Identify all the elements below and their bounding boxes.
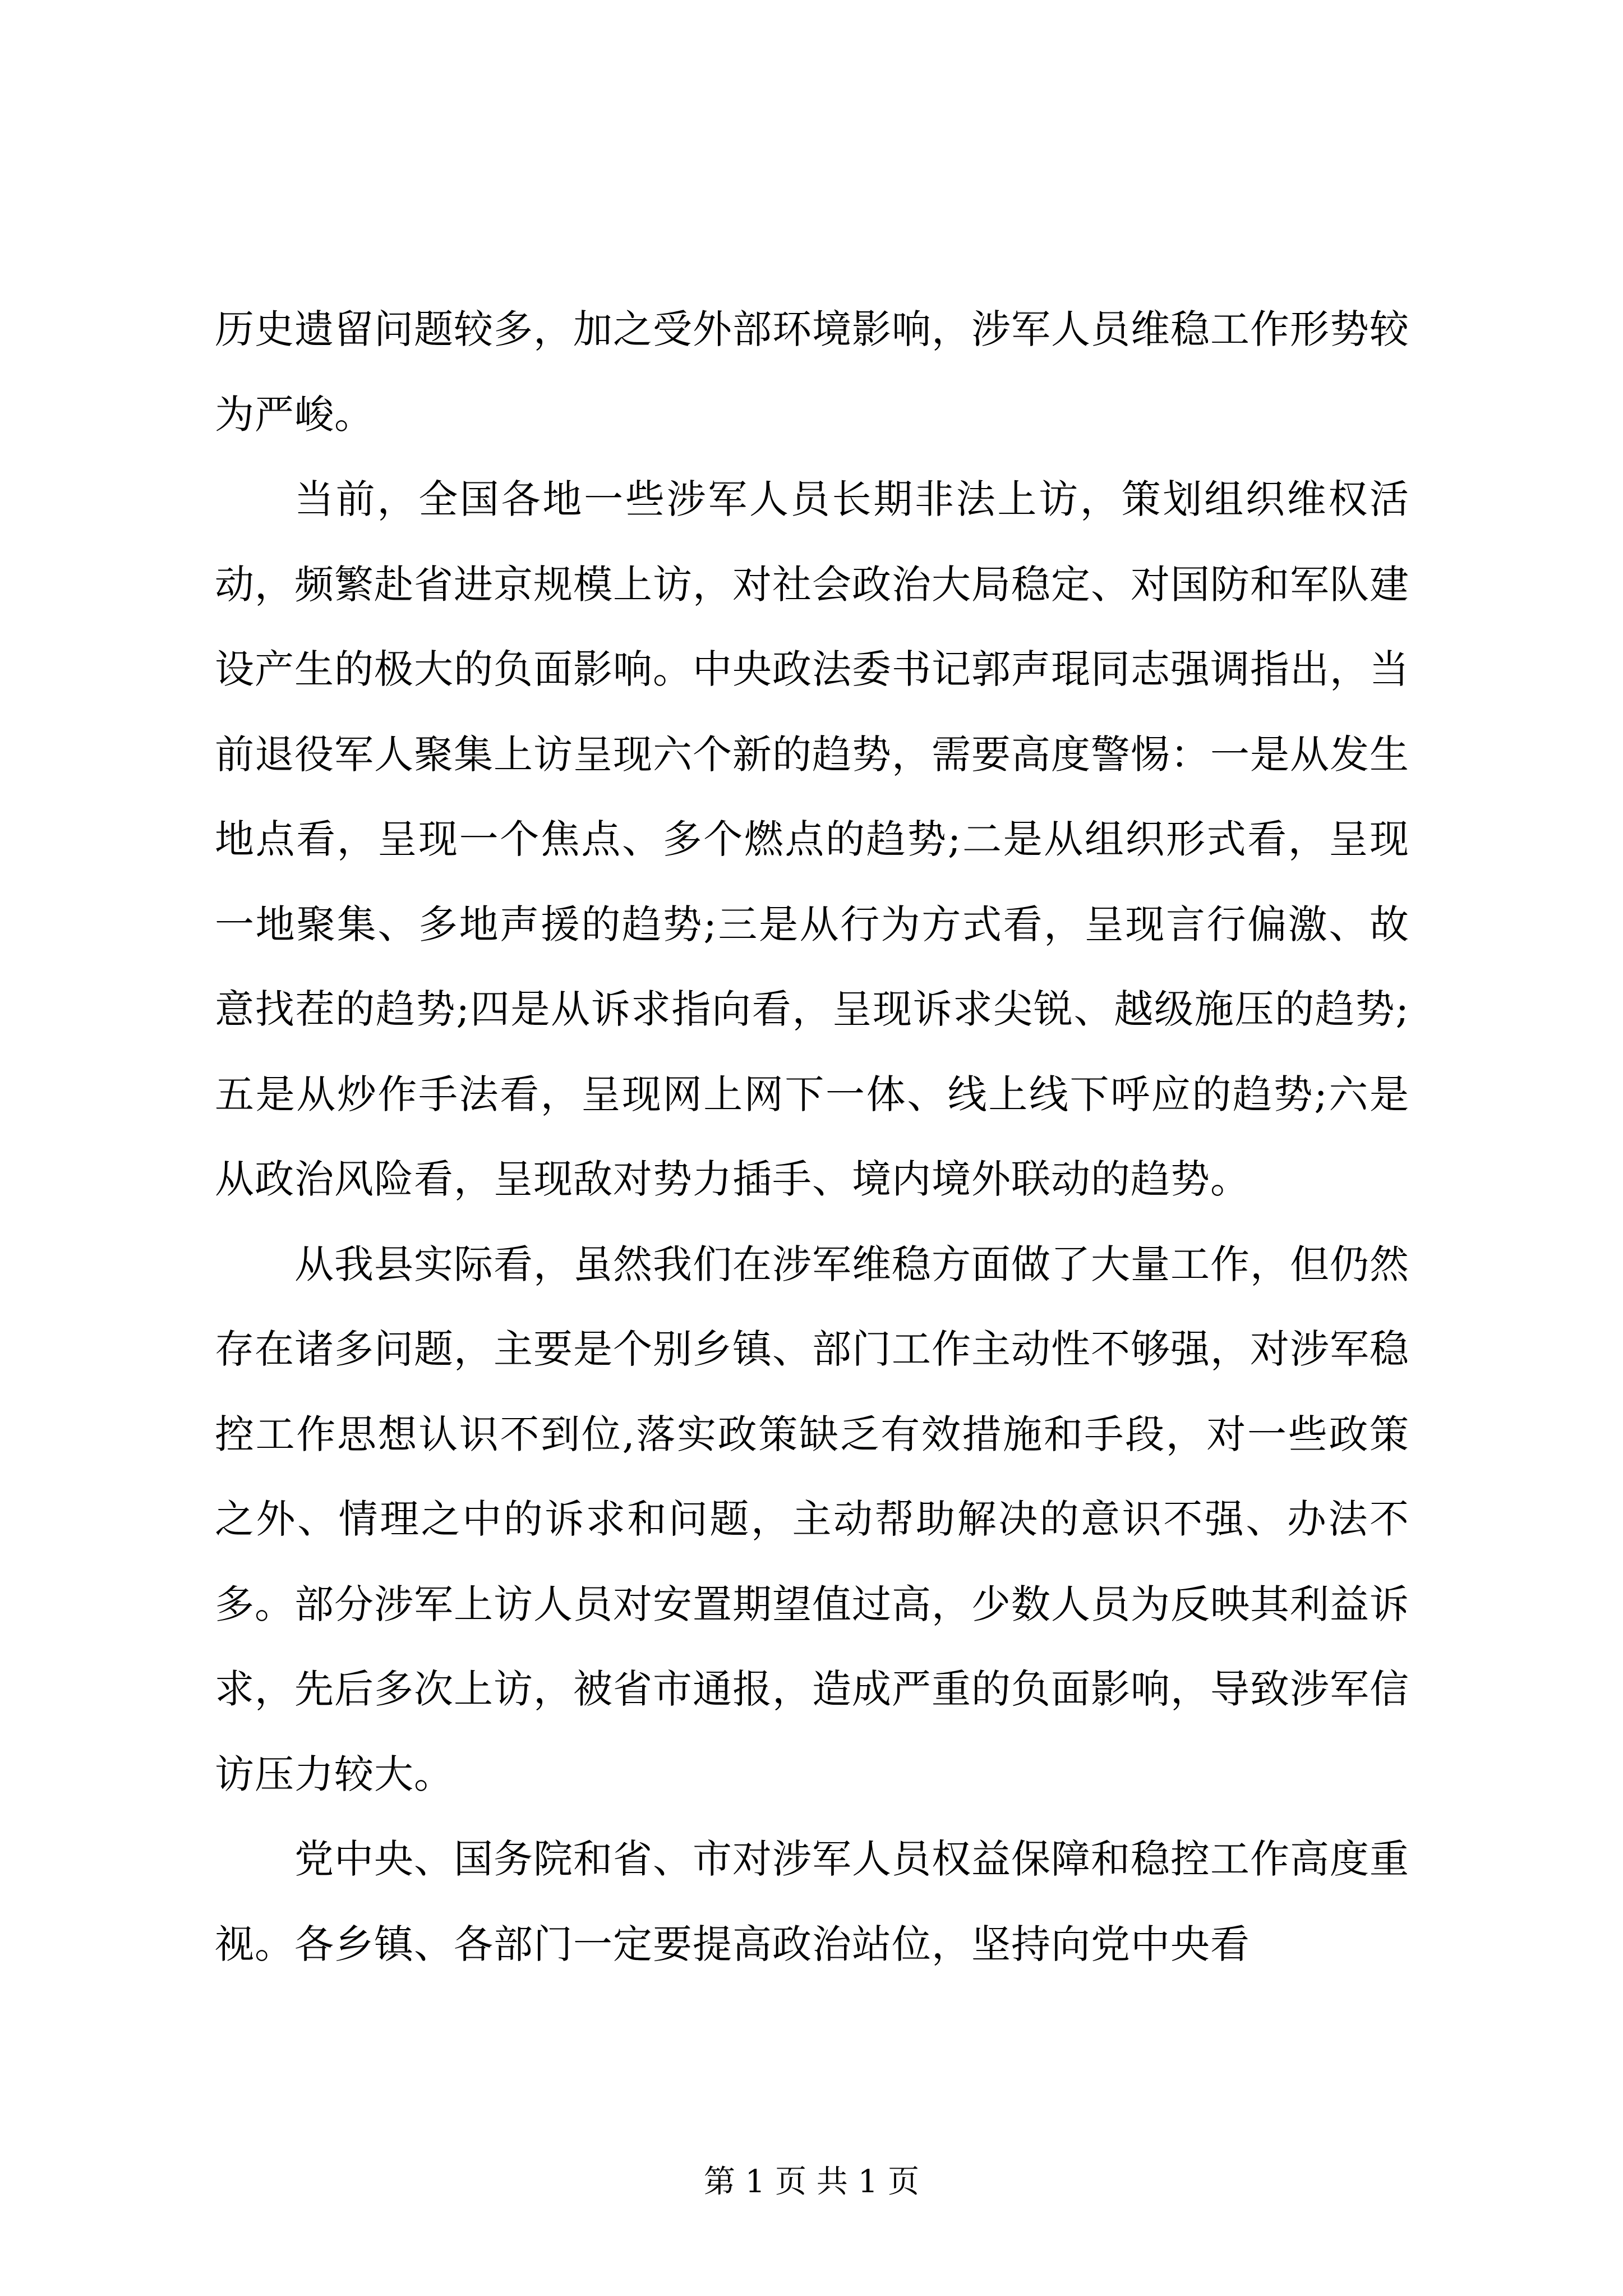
paragraph-3: 从我县实际看，虽然我们在涉军维稳方面做了大量工作，但仍然存在诸多问题，主要是个别乡镇、部门工作主动性不够强，对涉军稳控工作思想认识不到位,落实政策缺乏有效措施和手段，对一些政策之外、情理之中的诉求和问题，主动帮助解决的意识不强、办法不多。部分涉军上访人员对安置期望值过高，少数人员为反映其利益诉求，先后多次上访，被省市通报，造成严重的负面影响，导致涉军信访压力较大。 <box>215 1241 1409 1797</box>
document-body <box>215 287 1409 1987</box>
paragraph-4: 党中央、国务院和省、市对涉军人员权益保障和稳控工作高度重视。各乡镇、各部门一定要提高政治站位，坚持向党中央看 <box>215 1836 1409 1967</box>
paragraph-1: 历史遗留问题较多，加之受外部环境影响，涉军人员维稳工作形势较为严峻。 <box>215 306 1409 438</box>
paragraph-2: 当前，全国各地一些涉军人员长期非法上访，策划组织维权活动，频繁赴省进京规模上访，对社会政治大局稳定、对国防和军队建设产生的极大的负面影响。中央政法委书记郭声琨同志强调指出，当前退役军人聚集上访呈现六个新的趋势，需要高度警惕：一是从发生地点看，呈现一个焦点、多个燃点的趋势;二是从组织形式看，呈现一地聚集、多地声援的趋势;三是从行为方式看，呈现言行偏激、故意找茬的趋势;四是从诉求指向看，呈现诉求尖锐、越级施压的趋势;五是从炒作手法看，呈现网上网下一体、线上线下呼应的趋势;六是从政治风险看，呈现敌对势力插手、境内境外联动的趋势。 <box>215 476 1409 1202</box>
page-footer: 第 1 页 共 1 页 <box>703 2164 920 2200</box>
